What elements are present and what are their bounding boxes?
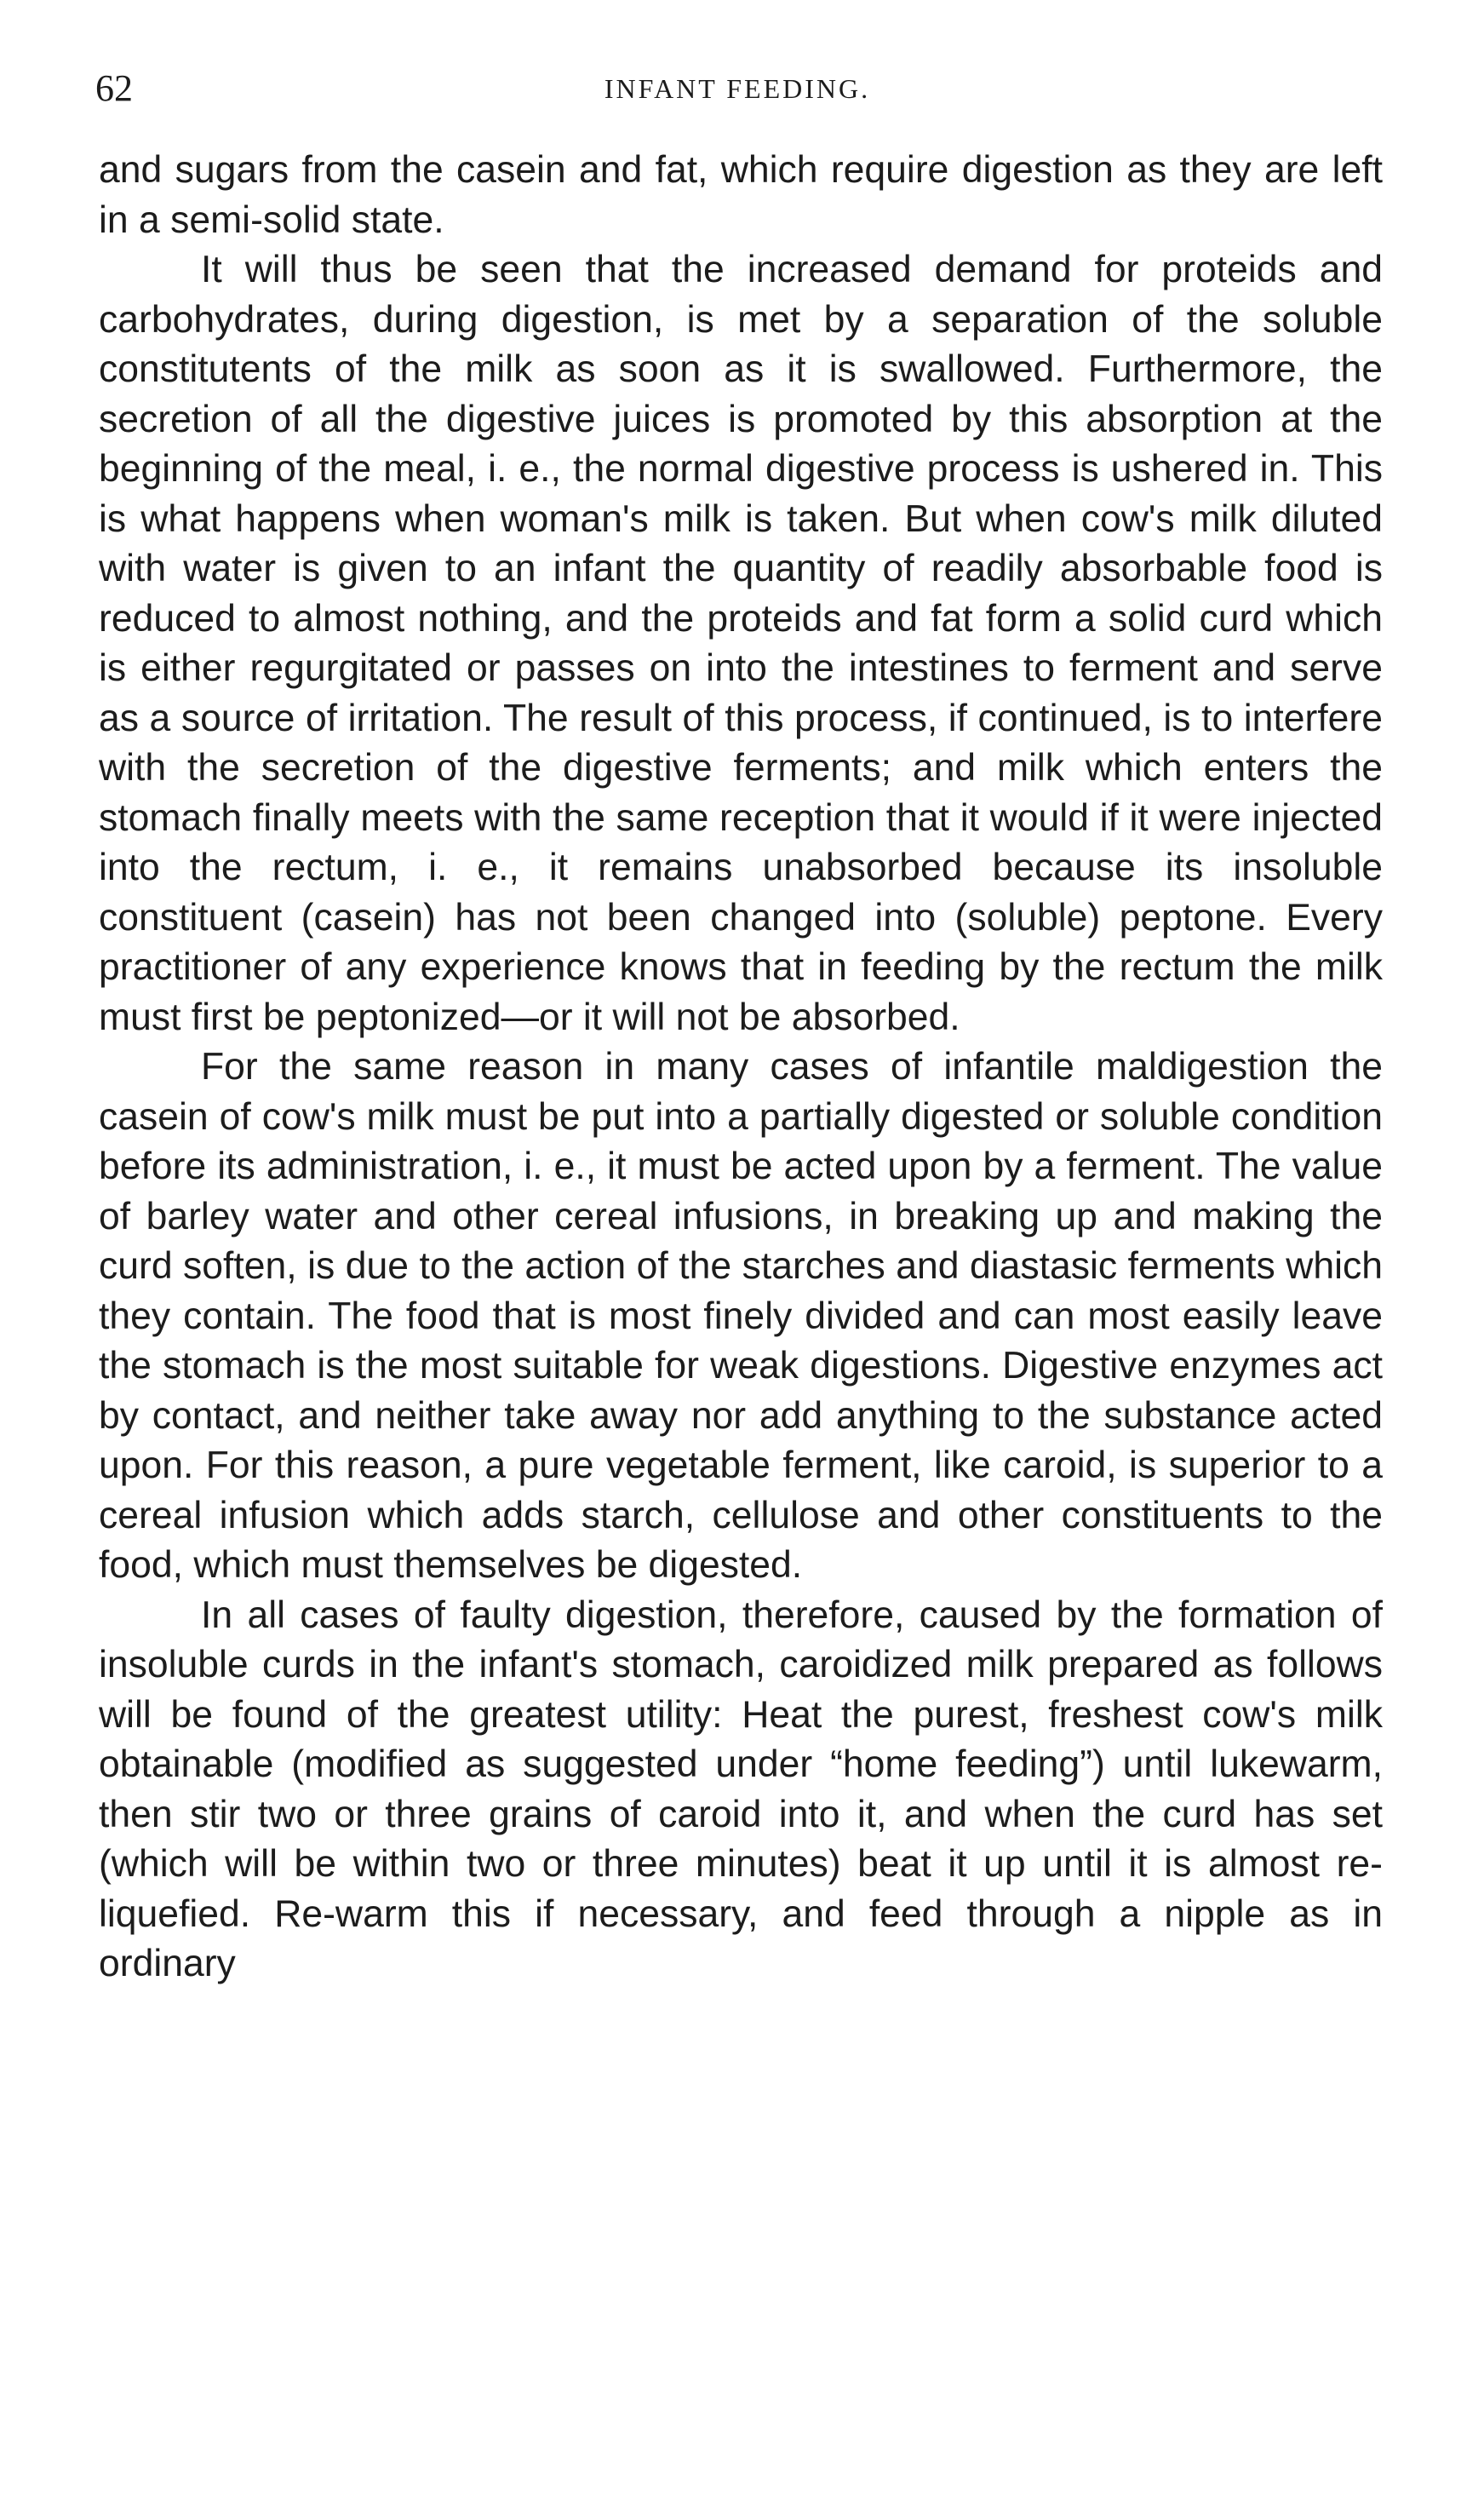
page-number: 62 <box>95 67 133 109</box>
paragraph-continuation: and sugars from the casein and fat, which require digestion as they are left in a semi-solid state. <box>99 149 1383 241</box>
body-text <box>99 146 1383 1990</box>
running-head: INFANT FEEDING. <box>604 73 871 104</box>
paragraph: In all cases of faulty digestion, therefore, caused by the formation of insoluble curds in the infant's stomach, caroidized milk prepared as follows will be found of the greatest utility: Heat the purest, freshest cow's milk obtainable (modified as suggested under “home feeding”) until lukewarm, then stir two or three grains of caroid into it, and when the curd has set (which will be within two or three minutes) beat it up until it is almost re-liquefied. Re-warm this if necessary, and feed through a nipple as in ordinary <box>99 1593 1383 1984</box>
page-header <box>95 61 1379 116</box>
paragraph: For the same reason in many cases of infantile maldigestion the casein of cow's milk must be put into a partially digested or soluble condition before its administration, i. e., it must be acted upon by a ferment. The value of barley water and other cereal infusions, in breaking up and making the curd soften, is due to the action of the starches and diastasic ferments which they contain. The food that is most finely divided and can most easily leave the stomach is the most suitable for weak digestions. Digestive enzymes act by contact, and neither take away nor add anything to the substance acted upon. For this reason, a pure vegetable ferment, like caroid, is superior to a cereal infusion which adds starch, cellulose and other constituents to the food, which must themselves be digested. <box>99 1046 1383 1586</box>
paragraph: It will thus be seen that the increased demand for proteids and carbohydrates, during digestion, is met by a separation of the soluble constitutents of the milk as soon as it is swallowed. Furthermore, the secretion of all the digestive juices is promoted by this absorption at the beginning of the meal, i. e., the normal digestive process is ushered in. This is what happens when woman's milk is taken. But when cow's milk diluted with water is given to an infant the quantity of readily absorbable food is reduced to almost nothing, and the proteids and fat form a solid curd which is either regurgitated or passes on into the intestines to ferment and serve as a source of irritation. The result of this process, if continued, is to interfere with the secretion of the digestive ferments; and milk which enters the stomach finally meets with the same reception that it would if it were injected into the rectum, i. e., it remains unabsorbed because its insoluble constituent (casein) has not been changed into (soluble) peptone. Every practitioner of any experience knows that in feeding by the rectum the milk must first be peptonized—or it will not be absorbed. <box>99 249 1383 1038</box>
